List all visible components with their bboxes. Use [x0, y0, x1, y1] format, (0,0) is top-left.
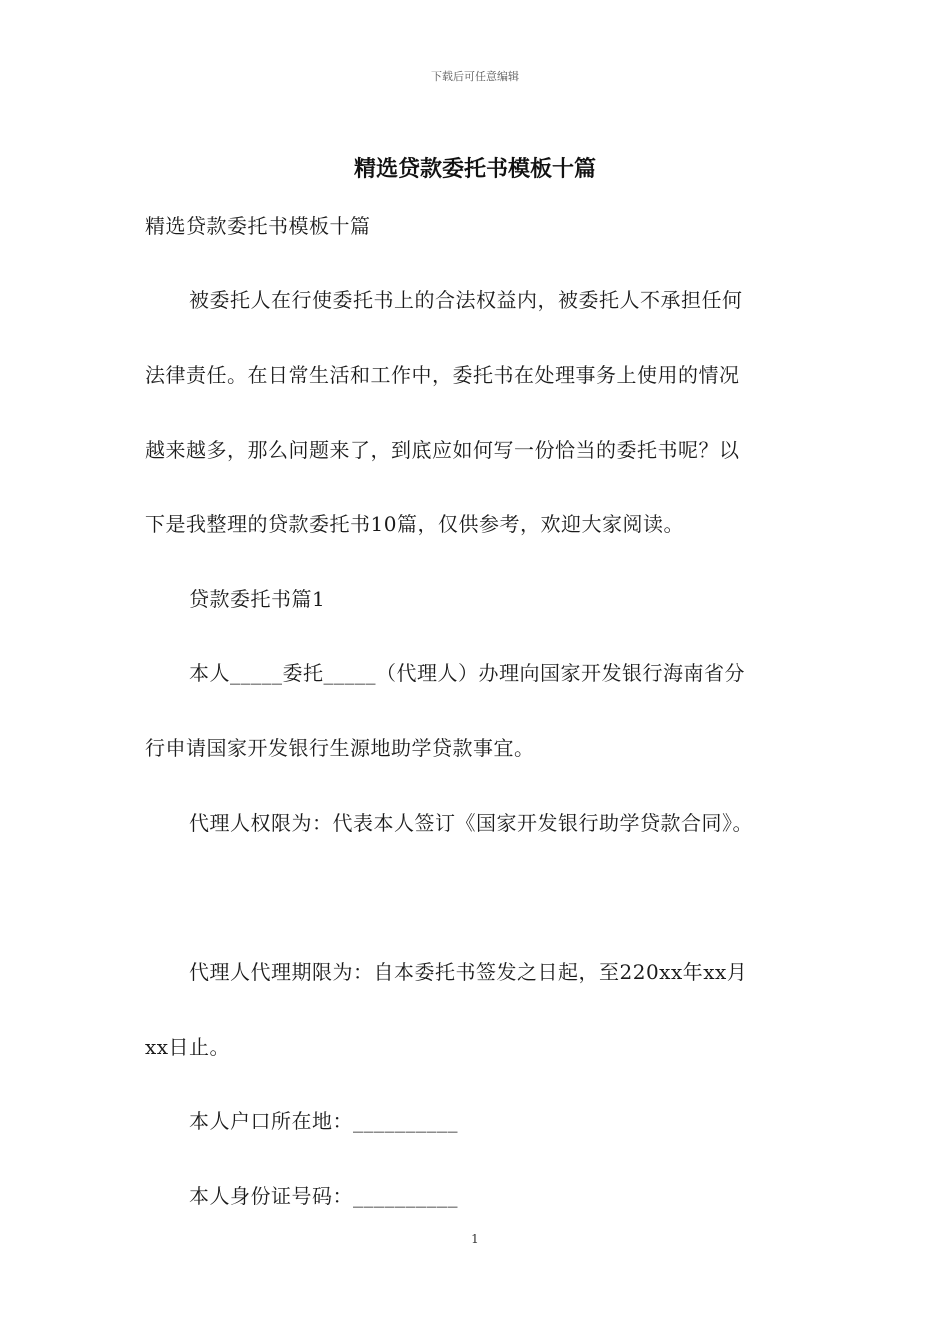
page-number: 1 — [471, 1232, 479, 1246]
paragraph-line: 被委托人在行使委托书上的合法权益内，被委托人不承担任何 — [189, 288, 743, 312]
paragraph-line: 越来越多，那么问题来了，到底应如何写一份恰当的委托书呢？以 — [145, 438, 740, 462]
form-field-line: 本人户口所在地：__________ — [189, 1109, 458, 1133]
section-heading: 贷款委托书篇1 — [189, 587, 326, 611]
paragraph-line: 行申请国家开发银行生源地助学贷款事宜。 — [145, 736, 535, 760]
header-note: 下载后可任意编辑 — [431, 70, 519, 83]
document-title: 精选贷款委托书模板十篇 — [353, 156, 596, 182]
subtitle-line: 精选贷款委托书模板十篇 — [145, 214, 371, 238]
paragraph-line: xx日止。 — [145, 1035, 231, 1059]
paragraph-line: 本人_____委托_____（代理人）办理向国家开发银行海南省分 — [189, 661, 745, 685]
paragraph-line: 代理人权限为：代表本人签订《国家开发银行助学贷款合同》。 — [189, 811, 753, 835]
paragraph-line: 代理人代理期限为：自本委托书签发之日起，至220xx年xx月 — [189, 960, 748, 984]
form-field-line: 本人身份证号码：__________ — [189, 1184, 458, 1208]
paragraph-line: 下是我整理的贷款委托书10篇，仅供参考，欢迎大家阅读。 — [145, 512, 684, 536]
paragraph-line: 法律责任。在日常生活和工作中，委托书在处理事务上使用的情况 — [145, 363, 740, 387]
